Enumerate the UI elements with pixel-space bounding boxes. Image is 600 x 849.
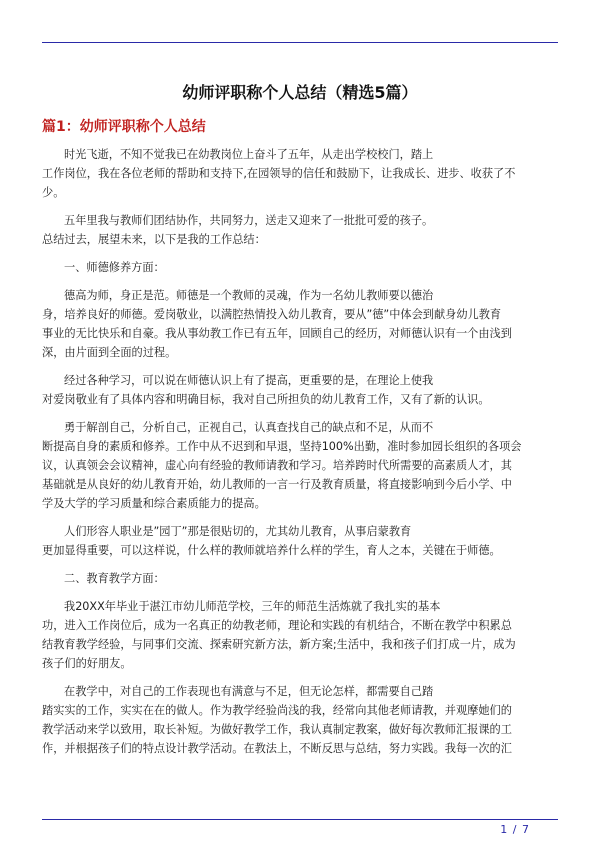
paragraph-line: 功，进入工作岗位后，成为一名真正的幼教老师，理论和实践的有机结合，不断在教学中积累总 [42,619,512,632]
paragraph [42,569,560,588]
paragraph-line: 结教育教学经验，与同事们交流、探索研究新方法，新方案;生活中，我和孩子们打成一片，成为 [42,638,516,651]
paragraph-line: 议，认真领会会议精神，虚心向有经验的教师请教和学习。培养跨时代所需要的高素质人才，其 [42,459,512,472]
header-rule [42,42,558,43]
paragraph-line: 基础就是从良好的幼儿教育开始，幼儿教师的一言一行及教育质量，将直接影响到今后小学、中 [42,478,512,491]
paragraph-line: 工作岗位，我在各位老师的帮助和支持下,在园领导的信任和鼓励下，让我成长、进步、收获了不 [42,167,516,180]
paragraph [42,371,560,409]
document-body [42,145,560,767]
paragraph-line: 总结过去，展望未来，以下是我的工作总结： [42,233,266,246]
paragraph [42,418,560,513]
paragraph-line: 我20XX年毕业于湛江市幼儿师范学校，三年的师范生活炼就了我扎实的基本 [64,600,441,613]
paragraph [42,522,560,560]
paragraph-line: 身，培养良好的师德。爱岗敬业，以满腔热情投入幼儿教育，要从”德”中体会到献身幼儿教育 [42,308,502,321]
footer-rule [42,819,558,820]
page-number: 1 / 7 [500,823,530,836]
paragraph [42,597,560,673]
paragraph-line: 对爱岗敬业有了具体内容和明确目标，我对自己所担负的幼儿教育工作，又有了新的认识。 [42,393,490,406]
paragraph-line: 教学活动来学以致用，取长补短。为做好教学工作，我认真制定教案，做好每次教师汇报课的工 [42,723,512,736]
paragraph [42,211,560,249]
paragraph [42,682,560,758]
paragraph-line: 踏实实的工作，实实在在的做人。作为教学经验尚浅的我，经常向其他老师请教，并观摩她们的 [42,704,512,717]
paragraph-line: 二、教育教学方面： [64,572,165,585]
paragraph-line: 勇于解剖自己，分析自己，正视自己，认真查找自己的缺点和不足，从而不 [64,421,434,434]
paragraph-line: 在教学中，对自己的工作表现也有满意与不足，但无论怎样，都需要自己踏 [64,685,434,698]
paragraph-line: 更加显得重要，可以这样说，什么样的教师就培养什么样的学生，育人之本，关键在于师德。 [42,544,501,557]
paragraph-line: 少。 [42,186,65,199]
paragraph-line: 一、师德修养方面： [64,261,165,274]
document-title: 幼师评职称个人总结（精选5篇） [182,83,418,102]
paragraph-line: 事业的无比快乐和自豪。我从事幼教工作已有五年，回顾自己的经历，对师德认识有一个由浅到 [42,327,512,340]
paragraph-line: 经过各种学习，可以说在师德认识上有了提高，更重要的是，在理论上使我 [64,374,434,387]
paragraph-line: 五年里我与教师们团结协作，共同努力，送走又迎来了一批批可爱的孩子。 [64,214,434,227]
paragraph-line: 深，由片面到全面的过程。 [42,346,177,359]
paragraph-line: 时光飞逝，不知不觉我已在幼教岗位上奋斗了五年，从走出学校校门，踏上 [64,148,434,161]
paragraph-line: 德高为师，身正是范。师德是一个教师的灵魂，作为一名幼儿教师要以德治 [64,289,434,302]
paragraph [42,145,560,202]
paragraph-line: 作，并根据孩子们的特点设计教学活动。在教法上，不断反思与总结，努力实践。我每一次的汇 [42,742,512,755]
section-title: 篇1：幼师评职称个人总结 [42,119,206,135]
paragraph [42,258,560,277]
paragraph-line: 学及大学的学习质量和综合素质能力的提高。 [42,497,266,510]
paragraph [42,286,560,362]
paragraph-line: 断提高自身的素质和修养。工作中从不迟到和早退，坚持100%出勤，准时参加园长组织的各项会 [42,440,522,453]
paragraph-line: 孩子们的好朋友。 [42,657,132,670]
paragraph-line: 人们形容人职业是”园丁”那是很贴切的，尤其幼儿教育，从事启蒙教育 [64,525,412,538]
